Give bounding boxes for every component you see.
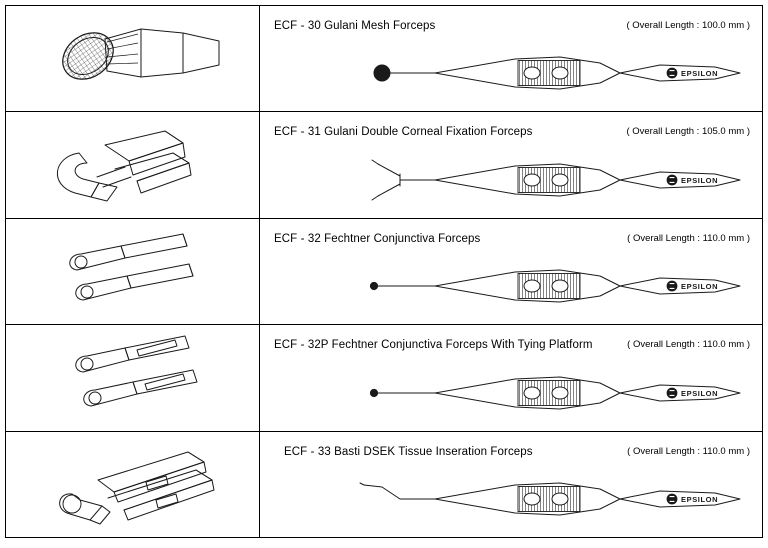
brand-logo xyxy=(667,387,719,398)
brand-text: EPSILON xyxy=(681,69,719,79)
fechtner-jaws-detail-icon xyxy=(33,224,233,320)
product-code-label: ECF - 31 Gulani Double Corneal Fixation Forceps xyxy=(274,126,533,139)
brand-text: EPSILON xyxy=(681,495,719,505)
detail-illustration-cell xyxy=(6,6,260,111)
brand-text: EPSILON xyxy=(681,282,719,292)
fechtner-platform-detail-icon xyxy=(33,330,233,426)
catalog-table xyxy=(5,5,763,538)
detail-illustration-cell xyxy=(6,325,260,430)
detail-illustration-cell xyxy=(6,219,260,324)
table-row xyxy=(6,325,762,431)
instrument-cell xyxy=(260,219,762,324)
mesh-racquet-detail-icon xyxy=(33,11,233,107)
instrument-illustration xyxy=(260,463,760,535)
overall-length-label: ( Overall Length : 100.0 mm ) xyxy=(626,20,750,31)
instrument-illustration xyxy=(260,250,760,322)
brand-logo xyxy=(667,281,719,292)
dsek-tissue-detail-icon xyxy=(28,434,238,534)
product-code-label: ECF - 30 Gulani Mesh Forceps xyxy=(274,20,436,32)
product-code-label: ECF - 33 Basti DSEK Tissue Inseration Forceps xyxy=(284,445,533,458)
overall-length-label: ( Overall Length : 110.0 mm ) xyxy=(627,339,750,351)
overall-length-label: ( Overall Length : 110.0 mm ) xyxy=(627,232,750,244)
table-row xyxy=(6,112,762,218)
instrument-cell xyxy=(260,112,762,217)
brand-text: EPSILON xyxy=(681,388,719,398)
brand-logo xyxy=(667,68,719,79)
product-code-label: ECF - 32P Fechtner Conjunctiva Forceps With Tying Platform xyxy=(274,339,593,352)
brand-text: EPSILON xyxy=(681,175,719,185)
instrument-cell xyxy=(260,6,762,111)
detail-illustration-cell xyxy=(6,112,260,217)
detail-illustration-cell xyxy=(6,432,260,537)
instrument-cell xyxy=(260,325,762,430)
instrument-illustration xyxy=(260,357,760,429)
instrument-illustration xyxy=(260,37,760,109)
instrument-cell xyxy=(260,432,762,537)
table-row xyxy=(6,6,762,112)
brand-logo xyxy=(667,494,719,505)
instrument-illustration xyxy=(260,144,760,216)
brand-logo xyxy=(667,174,719,185)
double-corneal-fixation-detail-icon xyxy=(33,117,233,213)
overall-length-label: ( Overall Length : 105.0 mm ) xyxy=(626,126,750,138)
table-row xyxy=(6,219,762,325)
overall-length-label: ( Overall Length : 110.0 mm ) xyxy=(627,445,750,457)
table-row xyxy=(6,432,762,538)
product-code-label: ECF - 32 Fechtner Conjunctiva Forceps xyxy=(274,232,481,245)
